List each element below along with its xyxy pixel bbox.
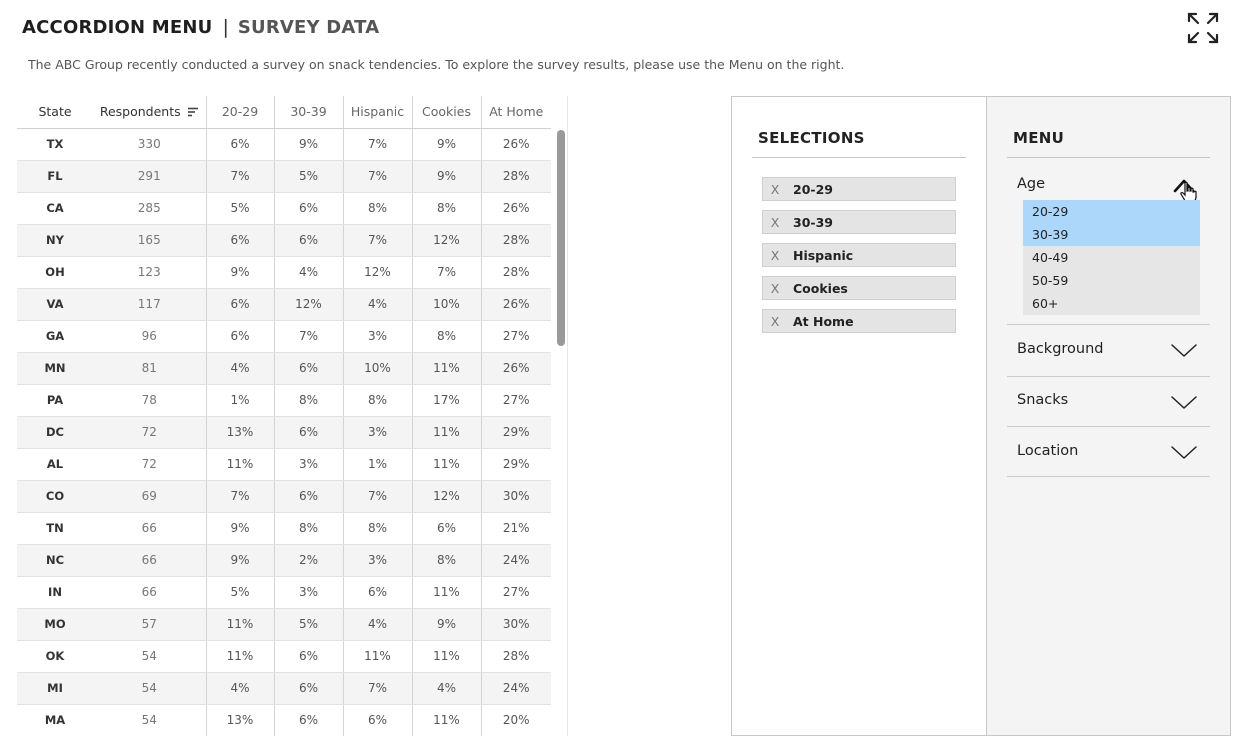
cell-respondents: 54 xyxy=(93,672,206,704)
cell-state: CO xyxy=(17,480,93,512)
cell-at-home: 21% xyxy=(481,512,551,544)
chevron-down-icon[interactable] xyxy=(1170,444,1198,460)
cell-respondents: 66 xyxy=(93,544,206,576)
cell-20-29: 9% xyxy=(206,544,274,576)
cell-at-home: 26% xyxy=(481,352,551,384)
cell-hispanic: 7% xyxy=(343,672,412,704)
cell-30-39: 6% xyxy=(274,672,343,704)
dashboard-title xyxy=(22,14,379,40)
cell-30-39: 4% xyxy=(274,256,343,288)
cell-respondents: 69 xyxy=(93,480,206,512)
cell-at-home: 30% xyxy=(481,480,551,512)
cell-hispanic: 7% xyxy=(343,128,412,160)
cell-state: OH xyxy=(17,256,93,288)
menu-section-divider xyxy=(1007,324,1210,325)
cell-at-home: 28% xyxy=(481,256,551,288)
cell-respondents: 117 xyxy=(93,288,206,320)
column-header-20-29[interactable]: 20-29 xyxy=(206,96,274,128)
cell-hispanic: 3% xyxy=(343,416,412,448)
cell-hispanic: 10% xyxy=(343,352,412,384)
column-header-30-39[interactable]: 30-39 xyxy=(274,96,343,128)
cell-cookies: 11% xyxy=(412,352,481,384)
cell-at-home: 30% xyxy=(481,608,551,640)
cell-state: MA xyxy=(17,704,93,736)
table-row[interactable] xyxy=(17,224,551,256)
cell-cookies: 17% xyxy=(412,384,481,416)
cell-20-29: 6% xyxy=(206,224,274,256)
column-header-at-home[interactable]: At Home xyxy=(481,96,551,128)
selections-divider xyxy=(752,157,966,158)
cell-20-29: 7% xyxy=(206,480,274,512)
selections-title: SELECTIONS xyxy=(758,129,865,147)
cell-20-29: 11% xyxy=(206,640,274,672)
cell-state: OK xyxy=(17,640,93,672)
cell-respondents: 57 xyxy=(93,608,206,640)
table-row[interactable] xyxy=(17,640,551,672)
expand-arrows-icon[interactable] xyxy=(1186,11,1220,45)
cell-cookies: 9% xyxy=(412,160,481,192)
menu-divider xyxy=(1007,157,1210,158)
cell-30-39: 2% xyxy=(274,544,343,576)
dashboard-description: The ABC Group recently conducted a survey on snack tendencies. To explore the survey results, please use the Menu on the right. xyxy=(28,57,845,72)
cell-at-home: 29% xyxy=(481,448,551,480)
cell-state: PA xyxy=(17,384,93,416)
cell-20-29: 4% xyxy=(206,672,274,704)
menu-section-age[interactable]: Age xyxy=(1017,176,1046,192)
cell-20-29: 13% xyxy=(206,416,274,448)
age-option[interactable]: 60+ xyxy=(1023,292,1200,315)
cell-hispanic: 11% xyxy=(343,640,412,672)
table-row[interactable] xyxy=(17,288,551,320)
cell-hispanic: 7% xyxy=(343,480,412,512)
menu-title: MENU xyxy=(1013,129,1065,147)
cell-20-29: 6% xyxy=(206,320,274,352)
cell-30-39: 6% xyxy=(274,352,343,384)
cell-respondents: 123 xyxy=(93,256,206,288)
cell-cookies: 8% xyxy=(412,544,481,576)
menu-section-snacks[interactable]: Snacks xyxy=(1017,392,1069,408)
cell-hispanic: 3% xyxy=(343,544,412,576)
cell-at-home: 27% xyxy=(481,320,551,352)
cell-20-29: 11% xyxy=(206,608,274,640)
table-row[interactable] xyxy=(17,512,551,544)
chevron-down-icon[interactable] xyxy=(1170,342,1198,358)
menu-section-background[interactable]: Background xyxy=(1017,341,1104,357)
cell-20-29: 6% xyxy=(206,128,274,160)
cell-30-39: 6% xyxy=(274,640,343,672)
selection-chip-label: Hispanic xyxy=(793,247,854,263)
cell-cookies: 10% xyxy=(412,288,481,320)
menu-section-divider xyxy=(1007,426,1210,427)
cell-at-home: 24% xyxy=(481,672,551,704)
cell-hispanic: 6% xyxy=(343,576,412,608)
table-body xyxy=(17,128,551,736)
table-row[interactable] xyxy=(17,576,551,608)
cell-30-39: 6% xyxy=(274,704,343,736)
cell-20-29: 9% xyxy=(206,256,274,288)
cell-state: VA xyxy=(17,288,93,320)
table-row[interactable] xyxy=(17,256,551,288)
cell-20-29: 9% xyxy=(206,512,274,544)
table-row[interactable] xyxy=(17,704,551,736)
cell-respondents: 81 xyxy=(93,352,206,384)
cell-30-39: 7% xyxy=(274,320,343,352)
cell-respondents: 72 xyxy=(93,448,206,480)
cell-20-29: 4% xyxy=(206,352,274,384)
remove-selection-button[interactable]: X xyxy=(770,313,780,329)
cell-cookies: 11% xyxy=(412,448,481,480)
cell-20-29: 5% xyxy=(206,192,274,224)
cell-hispanic: 4% xyxy=(343,288,412,320)
table-row[interactable] xyxy=(17,608,551,640)
remove-selection-button[interactable]: X xyxy=(770,280,780,296)
age-option[interactable]: 30-39 xyxy=(1023,223,1200,246)
table-row[interactable] xyxy=(17,672,551,704)
cell-hispanic: 6% xyxy=(343,704,412,736)
table-row[interactable] xyxy=(17,448,551,480)
cell-cookies: 4% xyxy=(412,672,481,704)
cell-respondents: 96 xyxy=(93,320,206,352)
column-header-cookies[interactable]: Cookies xyxy=(412,96,481,128)
table-row[interactable] xyxy=(17,416,551,448)
cell-state: TX xyxy=(17,128,93,160)
cell-at-home: 26% xyxy=(481,288,551,320)
cell-state: CA xyxy=(17,192,93,224)
selection-chip xyxy=(762,210,956,234)
cell-at-home: 28% xyxy=(481,640,551,672)
table-row[interactable] xyxy=(17,480,551,512)
table-row[interactable] xyxy=(17,128,551,160)
selection-chip-label: 20-29 xyxy=(793,181,833,197)
cell-hispanic: 7% xyxy=(343,160,412,192)
cell-20-29: 6% xyxy=(206,288,274,320)
sort-descending-icon[interactable] xyxy=(187,105,199,120)
cell-state: MO xyxy=(17,608,93,640)
selection-chip xyxy=(762,177,956,201)
title-main: ACCORDION MENU xyxy=(22,16,213,38)
table-row[interactable] xyxy=(17,160,551,192)
menu-section-location[interactable]: Location xyxy=(1017,443,1079,459)
cell-hispanic: 7% xyxy=(343,224,412,256)
cell-state: IN xyxy=(17,576,93,608)
table-row[interactable] xyxy=(17,352,551,384)
cell-20-29: 5% xyxy=(206,576,274,608)
cell-20-29: 11% xyxy=(206,448,274,480)
remove-selection-button[interactable]: X xyxy=(770,181,780,197)
cell-state: FL xyxy=(17,160,93,192)
cell-state: AL xyxy=(17,448,93,480)
chevron-down-icon[interactable] xyxy=(1170,394,1198,410)
cell-at-home: 28% xyxy=(481,160,551,192)
cell-respondents: 165 xyxy=(93,224,206,256)
table-row[interactable] xyxy=(17,384,551,416)
cell-cookies: 11% xyxy=(412,704,481,736)
cell-state: TN xyxy=(17,512,93,544)
cell-state: MN xyxy=(17,352,93,384)
cell-state: NY xyxy=(17,224,93,256)
cell-20-29: 7% xyxy=(206,160,274,192)
cell-hispanic: 8% xyxy=(343,384,412,416)
selection-chip xyxy=(762,309,956,333)
cell-cookies: 11% xyxy=(412,640,481,672)
selection-chip xyxy=(762,276,956,300)
cell-state: MI xyxy=(17,672,93,704)
cell-at-home: 26% xyxy=(481,128,551,160)
cell-at-home: 24% xyxy=(481,544,551,576)
cell-at-home: 29% xyxy=(481,416,551,448)
column-header-state[interactable]: State xyxy=(17,96,93,128)
table-header-row xyxy=(17,96,551,128)
cell-respondents: 54 xyxy=(93,704,206,736)
cell-30-39: 6% xyxy=(274,192,343,224)
cell-30-39: 8% xyxy=(274,384,343,416)
remove-selection-button[interactable]: X xyxy=(770,214,780,230)
cell-20-29: 13% xyxy=(206,704,274,736)
cell-30-39: 6% xyxy=(274,416,343,448)
selection-chip-label: At Home xyxy=(793,313,854,329)
cell-respondents: 66 xyxy=(93,512,206,544)
cell-30-39: 3% xyxy=(274,576,343,608)
cell-cookies: 11% xyxy=(412,576,481,608)
menu-section-divider xyxy=(1007,476,1210,477)
age-option[interactable]: 50-59 xyxy=(1023,269,1200,292)
cell-hispanic: 3% xyxy=(343,320,412,352)
cell-30-39: 6% xyxy=(274,224,343,256)
cell-respondents: 72 xyxy=(93,416,206,448)
table-row[interactable] xyxy=(17,192,551,224)
cell-30-39: 6% xyxy=(274,480,343,512)
cell-cookies: 8% xyxy=(412,192,481,224)
cell-cookies: 9% xyxy=(412,128,481,160)
cell-hispanic: 12% xyxy=(343,256,412,288)
table-scrollbar-thumb[interactable] xyxy=(557,130,565,346)
cell-respondents: 330 xyxy=(93,128,206,160)
cell-30-39: 5% xyxy=(274,608,343,640)
cell-30-39: 9% xyxy=(274,128,343,160)
cell-hispanic: 8% xyxy=(343,192,412,224)
selection-chip xyxy=(762,243,956,267)
column-header-respondents[interactable]: Respondents xyxy=(93,96,206,128)
selection-chip-label: Cookies xyxy=(793,280,848,296)
cell-hispanic: 8% xyxy=(343,512,412,544)
cell-30-39: 8% xyxy=(274,512,343,544)
title-subtitle: SURVEY DATA xyxy=(237,16,380,38)
cell-state: NC xyxy=(17,544,93,576)
cell-cookies: 7% xyxy=(412,256,481,288)
age-option[interactable]: 40-49 xyxy=(1023,246,1200,269)
cell-20-29: 1% xyxy=(206,384,274,416)
cell-cookies: 11% xyxy=(412,416,481,448)
cell-respondents: 285 xyxy=(93,192,206,224)
cell-30-39: 12% xyxy=(274,288,343,320)
divider xyxy=(567,96,568,736)
cell-hispanic: 1% xyxy=(343,448,412,480)
table-row[interactable] xyxy=(17,544,551,576)
cell-state: DC xyxy=(17,416,93,448)
cell-cookies: 12% xyxy=(412,480,481,512)
cell-at-home: 27% xyxy=(481,384,551,416)
table-row[interactable] xyxy=(17,320,551,352)
cell-at-home: 27% xyxy=(481,576,551,608)
cell-cookies: 12% xyxy=(412,224,481,256)
cell-respondents: 66 xyxy=(93,576,206,608)
cell-respondents: 78 xyxy=(93,384,206,416)
selection-chip-label: 30-39 xyxy=(793,214,833,230)
cell-respondents: 291 xyxy=(93,160,206,192)
cell-30-39: 5% xyxy=(274,160,343,192)
remove-selection-button[interactable]: X xyxy=(770,247,780,263)
age-option[interactable]: 20-29 xyxy=(1023,200,1200,223)
cell-30-39: 3% xyxy=(274,448,343,480)
column-header-hispanic[interactable]: Hispanic xyxy=(343,96,412,128)
cell-cookies: 9% xyxy=(412,608,481,640)
cell-hispanic: 4% xyxy=(343,608,412,640)
survey-table xyxy=(17,96,551,736)
menu-section-divider xyxy=(1007,376,1210,377)
cell-cookies: 8% xyxy=(412,320,481,352)
cell-at-home: 28% xyxy=(481,224,551,256)
cell-at-home: 26% xyxy=(481,192,551,224)
cell-cookies: 6% xyxy=(412,512,481,544)
cell-respondents: 54 xyxy=(93,640,206,672)
cell-state: GA xyxy=(17,320,93,352)
cell-at-home: 20% xyxy=(481,704,551,736)
title-separator: | xyxy=(222,16,229,38)
